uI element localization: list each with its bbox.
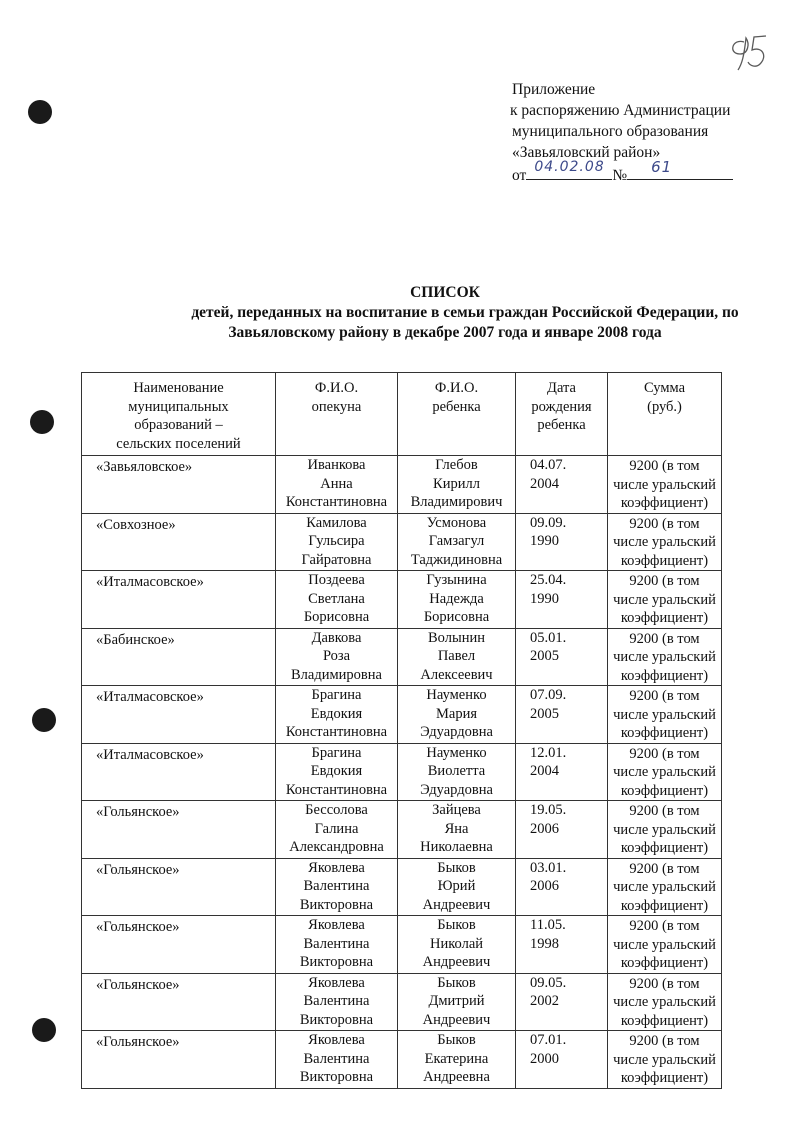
number-blank <box>627 158 733 180</box>
title-subline: детей, переданных на воспитание в семьи граждан Российской Федерации, по <box>191 304 739 321</box>
child-cell: Науменко Виолетта Эдуардовна <box>398 743 516 801</box>
guardian-cell: Брагина Евдокия Константиновна <box>276 686 398 744</box>
amount-cell: 9200 (в том числе уральский коэффициент) <box>608 801 722 859</box>
from-label: от <box>512 167 527 184</box>
child-cell: Быков Екатерина Андреевна <box>398 1031 516 1089</box>
appendix-line: Приложение <box>512 81 596 98</box>
date-blank <box>526 159 612 180</box>
amount-cell: 9200 (в том числе уральский коэффициент) <box>608 628 722 686</box>
guardian-cell: Камилова Гульсира Гайратовна <box>276 513 398 571</box>
guardian-cell: Яковлева Валентина Викторовна <box>276 973 398 1031</box>
appendix-line: «Завьяловский район» <box>512 144 661 161</box>
guardian-cell: Яковлева Валентина Викторовна <box>276 916 398 974</box>
appendix-line: к распоряжению Администрации <box>510 102 731 119</box>
title-heading: СПИСОК <box>410 284 480 301</box>
table-row <box>82 1031 722 1089</box>
municipality-cell: «Гольянское» <box>82 916 276 974</box>
column-header: Сумма (руб.) <box>608 373 722 456</box>
handwritten-date: 04.02.08 <box>534 159 605 175</box>
amount-cell: 9200 (в том числе уральский коэффициент) <box>608 456 722 514</box>
amount-cell: 9200 (в том числе уральский коэффициент) <box>608 973 722 1031</box>
guardian-cell: Поздеева Светлана Борисовна <box>276 571 398 629</box>
child-cell: Науменко Мария Эдуардовна <box>398 686 516 744</box>
column-header: Дата рождения ребенка <box>516 373 608 456</box>
birthdate-cell: 07.01. 2000 <box>516 1031 608 1089</box>
binder-hole <box>30 410 54 434</box>
birthdate-cell: 25.04. 1990 <box>516 571 608 629</box>
municipality-cell: «Совхозное» <box>82 513 276 571</box>
child-cell: Глебов Кирилл Владимирович <box>398 456 516 514</box>
birthdate-cell: 05.01. 2005 <box>516 628 608 686</box>
guardian-cell: Давкова Роза Владимировна <box>276 628 398 686</box>
table-row <box>82 916 722 974</box>
column-header: Ф.И.О. ребенка <box>398 373 516 456</box>
child-cell: Волынин Павел Алексеевич <box>398 628 516 686</box>
municipality-cell: «Гольянское» <box>82 801 276 859</box>
municipality-cell: «Гольянское» <box>82 1031 276 1089</box>
guardian-cell: Яковлева Валентина Викторовна <box>276 858 398 916</box>
guardian-cell: Яковлева Валентина Викторовна <box>276 1031 398 1089</box>
amount-cell: 9200 (в том числе уральский коэффициент) <box>608 916 722 974</box>
number-label: № <box>612 167 628 184</box>
municipality-cell: «Италмасовское» <box>82 743 276 801</box>
guardian-cell: Иванкова Анна Константиновна <box>276 456 398 514</box>
amount-cell: 9200 (в том числе уральский коэффициент) <box>608 858 722 916</box>
guardian-cell: Бессолова Галина Александровна <box>276 801 398 859</box>
birthdate-cell: 09.09. 1990 <box>516 513 608 571</box>
birthdate-cell: 12.01. 2004 <box>516 743 608 801</box>
binder-hole <box>32 1018 56 1042</box>
table-row <box>82 456 722 514</box>
municipality-cell: «Италмасовское» <box>82 686 276 744</box>
birthdate-cell: 19.05. 2006 <box>516 801 608 859</box>
amount-cell: 9200 (в том числе уральский коэффициент) <box>608 686 722 744</box>
municipality-cell: «Гольянское» <box>82 858 276 916</box>
order-date-line <box>512 158 782 186</box>
handwritten-number: 61 <box>651 158 673 176</box>
child-cell: Усмонова Гамзагул Таджидиновна <box>398 513 516 571</box>
amount-cell: 9200 (в том числе уральский коэффициент) <box>608 513 722 571</box>
municipality-cell: «Бабинское» <box>82 628 276 686</box>
table-header-row <box>82 373 722 456</box>
table-row <box>82 686 722 744</box>
child-cell: Быков Юрий Андреевич <box>398 858 516 916</box>
handwritten-page-number <box>722 20 772 80</box>
birthdate-cell: 07.09. 2005 <box>516 686 608 744</box>
municipality-cell: «Завьяловское» <box>82 456 276 514</box>
amount-cell: 9200 (в том числе уральский коэффициент) <box>608 743 722 801</box>
birthdate-cell: 09.05. 2002 <box>516 973 608 1031</box>
title-subline: Завьяловскому району в декабре 2007 года и январе 2008 года <box>228 324 662 341</box>
table-row <box>82 973 722 1031</box>
table-row <box>82 858 722 916</box>
child-cell: Зайцева Яна Николаевна <box>398 801 516 859</box>
table-row <box>82 571 722 629</box>
child-cell: Быков Николай Андреевич <box>398 916 516 974</box>
children-table <box>81 372 722 1089</box>
document-title <box>100 283 790 343</box>
child-cell: Гузынина Надежда Борисовна <box>398 571 516 629</box>
guardian-cell: Брагина Евдокия Константиновна <box>276 743 398 801</box>
table-row <box>82 513 722 571</box>
table-row <box>82 743 722 801</box>
table-row <box>82 801 722 859</box>
appendix-header <box>512 79 782 186</box>
municipality-cell: «Италмасовское» <box>82 571 276 629</box>
amount-cell: 9200 (в том числе уральский коэффициент) <box>608 1031 722 1089</box>
table-row <box>82 628 722 686</box>
birthdate-cell: 03.01. 2006 <box>516 858 608 916</box>
municipality-cell: «Гольянское» <box>82 973 276 1031</box>
amount-cell: 9200 (в том числе уральский коэффициент) <box>608 571 722 629</box>
binder-hole <box>28 100 52 124</box>
binder-hole <box>32 708 56 732</box>
birthdate-cell: 04.07. 2004 <box>516 456 608 514</box>
birthdate-cell: 11.05. 1998 <box>516 916 608 974</box>
column-header: Наименование муниципальных образований – сельских поселений <box>82 373 276 456</box>
column-header: Ф.И.О. опекуна <box>276 373 398 456</box>
child-cell: Быков Дмитрий Андреевич <box>398 973 516 1031</box>
appendix-line: муниципального образования <box>512 123 709 140</box>
